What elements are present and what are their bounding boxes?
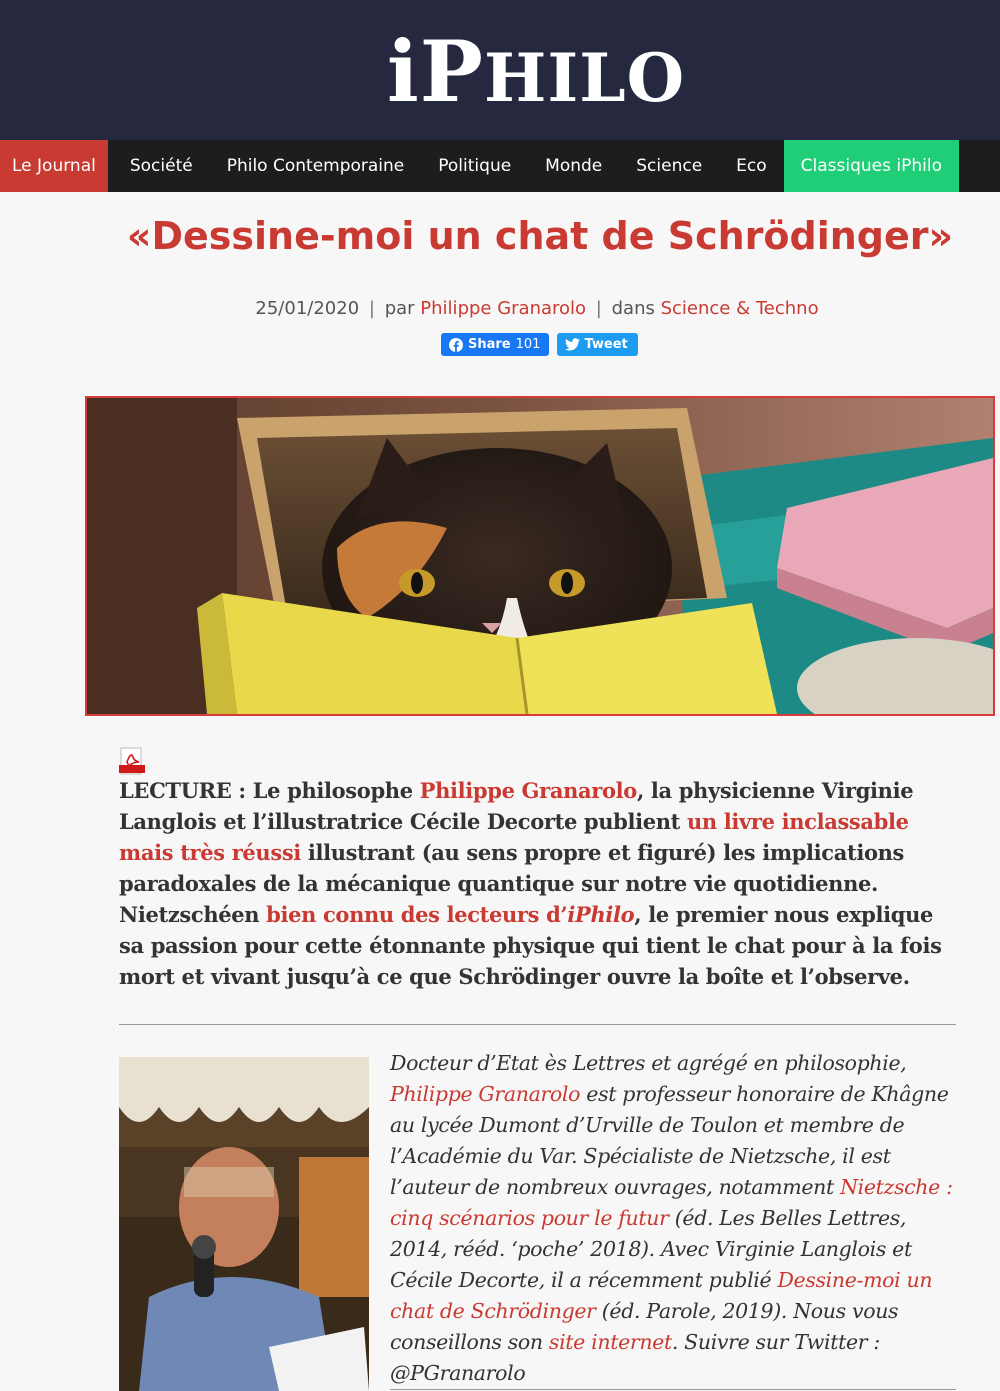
nav-item-societe[interactable]: Société: [129, 156, 193, 176]
nav-item-philo-contemporaine[interactable]: Philo Contemporaine: [226, 156, 405, 176]
facebook-share-button[interactable]: [441, 333, 549, 356]
book-link[interactable]: un livre inclassable mais très réussi: [119, 809, 909, 865]
nav-item-monde[interactable]: Monde: [545, 156, 603, 176]
nav-filler: [959, 140, 1000, 192]
author-link[interactable]: Philippe Granarolo: [390, 1082, 581, 1106]
site-logo[interactable]: iPHILO: [386, 22, 686, 121]
facebook-icon: [449, 338, 463, 352]
article-lead: LECTURE : Le philosophe Philippe Granarolo, la physicienne Virginie Langlois et l’illustratrice Cécile Decorte publient un livre inclassable mais très réussi illustrant (au sens propre et figuré) les implications paradoxales de la mécanique quantique sur notre vie quotidienne. Nietzschéen bien connu des lecteurs d’iPhilo, le premier nous explique sa passion pour cette étonnante physique qui tient le chat pour à la fois mort et vivant jusqu’à ce que Schrödinger ouvre la boîte et l’observe.: [119, 778, 942, 989]
by-label: par: [384, 298, 415, 319]
nav-item-science[interactable]: Science: [636, 156, 703, 176]
divider: [119, 1024, 956, 1025]
cat-in-box-illustration: [87, 398, 993, 714]
in-label: dans: [611, 298, 655, 319]
site-header: [0, 0, 1000, 140]
divider: [390, 1389, 956, 1390]
author-bio: Docteur d’Etat ès Lettres et agrégé en philosophie, Philippe Granarolo est professeur honoraire de Khâgne au lycée Dumont d’Urville de Toulon et membre de l’Académie du Var. Spécialiste de Nietzsche, il est l’auteur de nombreux ouvrages, notamment Nietzsche : cinq scénarios pour le futur (éd. Les Belles Lettres, 2014, rééd. ‘poche’ 2018). Avec Virginie Langlois et Cécile Decorte, il a récemment publié Dessine-moi un chat de Schrödinger (éd. Parole, 2019). Nous vous conseillons son site internet. Suivre sur Twitter : @PGranarolo: [390, 1051, 953, 1385]
tweet-label: Tweet: [584, 337, 628, 352]
article-date: 25/01/2020: [255, 298, 360, 319]
share-count: 101: [515, 337, 541, 352]
facebook-share-label: Share: [468, 337, 511, 352]
meta-separator: |: [595, 298, 602, 319]
nav-item-le-journal[interactable]: Le Journal: [0, 140, 108, 192]
share-bar: [441, 333, 638, 356]
hero-image: [85, 396, 995, 716]
nav-item-eco[interactable]: Eco: [736, 156, 767, 176]
article-meta: [0, 298, 1000, 319]
book-link-schrodinger[interactable]: Dessine-moi un chat de Schrödinger: [390, 1268, 933, 1323]
twitter-icon: [565, 338, 580, 351]
meta-separator: |: [368, 298, 375, 319]
website-link[interactable]: site internet: [548, 1330, 672, 1354]
category-link[interactable]: Science & Techno: [660, 298, 819, 319]
main-nav: [0, 140, 1000, 192]
article-title: «Dessine-moi un chat de Schrödinger»: [126, 214, 954, 258]
author-link[interactable]: Philippe Granarolo: [419, 778, 637, 803]
author-photo: [119, 1057, 369, 1391]
nav-item-classiques-iphilo[interactable]: Classiques iPhilo: [784, 140, 959, 192]
author-portrait: [119, 1057, 369, 1391]
nav-item-politique[interactable]: Politique: [438, 156, 512, 176]
iphilo-readers-link[interactable]: bien connu des lecteurs d’iPhilo: [266, 902, 635, 927]
tweet-button[interactable]: [557, 333, 637, 356]
author-link[interactable]: Philippe Granarolo: [420, 298, 587, 319]
book-link-nietzsche[interactable]: Nietzsche : cinq scénarios pour le futur: [390, 1175, 953, 1230]
pdf-icon[interactable]: [119, 747, 145, 775]
